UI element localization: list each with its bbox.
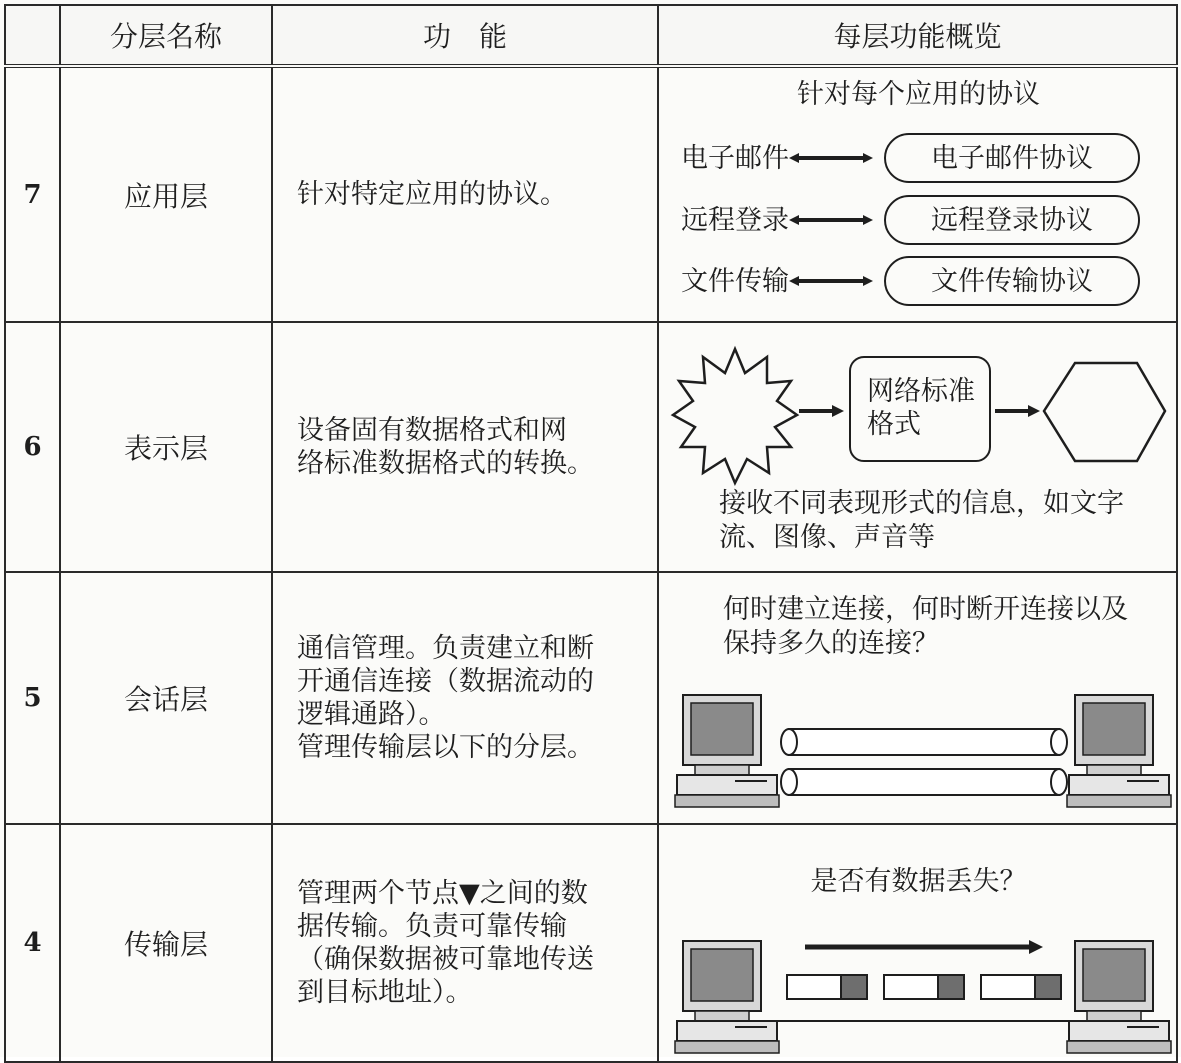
function-line: 据传输。负责可靠传输 (297, 911, 567, 942)
layer-number: 4 (5, 824, 60, 1062)
overview-title: 针对每个应用的协议 (797, 79, 1040, 110)
layer-number: 5 (5, 572, 60, 824)
session-diagram (659, 573, 1178, 823)
function-line: 络标准数据格式的转换。 (297, 448, 594, 479)
app-label: 文件传输 (681, 266, 789, 297)
table-row-layer-4 (5, 824, 1177, 1062)
function-line: 针对特定应用的协议。 (297, 179, 567, 210)
function-line: 到目标地址）。 (297, 977, 473, 1008)
layer-number: 6 (5, 322, 60, 572)
table-row-layer-6 (5, 322, 1177, 572)
function-line: 设备固有数据格式和网 (297, 415, 567, 446)
connection-pipe-icon (781, 729, 1067, 755)
osi-layers-table (4, 4, 1178, 1063)
layer-overview-session (658, 572, 1177, 824)
layer-function (272, 66, 658, 322)
protocol-label: 电子邮件协议 (931, 143, 1093, 174)
protocol-label: 文件传输协议 (931, 266, 1093, 297)
header-number-cell (5, 5, 60, 66)
function-line: （确保数据被可靠地传送 (297, 944, 594, 975)
computer-icon (675, 695, 779, 807)
header-overview: 每层功能概览 (658, 5, 1177, 66)
layer-name: 应用层 (60, 66, 272, 322)
app-label: 电子邮件 (681, 143, 789, 174)
hexagon-icon (1044, 363, 1165, 461)
header-function: 功 能 (272, 5, 658, 66)
layer-overview-application (658, 66, 1177, 322)
data-segment-icon (981, 975, 1061, 999)
session-caption: 保持多久的连接？ (723, 628, 939, 659)
layer-overview-transport (658, 824, 1177, 1062)
computer-icon (1067, 695, 1171, 807)
function-line: 管理传输层以下的分层。 (297, 732, 594, 763)
header-layer-name: 分层名称 (60, 5, 272, 66)
starburst-icon (673, 349, 797, 483)
standard-format-label: 格式 (867, 409, 921, 440)
layer-name: 传输层 (60, 824, 272, 1062)
layer-function (272, 572, 658, 824)
table-row-layer-5 (5, 572, 1177, 824)
layer-function (272, 824, 658, 1062)
transport-diagram (659, 825, 1178, 1061)
function-line: 管理两个节点▼之间的数 (297, 878, 588, 909)
layer-name: 表示层 (60, 322, 272, 572)
computer-icon (675, 941, 779, 1053)
connection-pipe-icon (781, 769, 1067, 795)
table-header-row (5, 5, 1177, 66)
function-line: 逻辑通路）。 (297, 699, 446, 730)
layer-name: 会话层 (60, 572, 272, 824)
data-segment-icon (884, 975, 964, 999)
app-label: 远程登录 (681, 205, 789, 236)
function-line: 通信管理。负责建立和断 (297, 633, 594, 664)
session-caption: 何时建立连接，何时断开连接以及 (723, 594, 1128, 625)
layer-number: 7 (5, 66, 60, 322)
table-row-layer-7 (5, 66, 1177, 322)
presentation-caption: 接收不同表现形式的信息，如文字 (719, 488, 1124, 519)
function-line: 开通信连接（数据流动的 (297, 666, 594, 697)
presentation-caption: 流、图像、声音等 (719, 522, 935, 553)
data-segment-icon (787, 975, 867, 999)
protocol-label: 远程登录协议 (931, 205, 1093, 236)
standard-format-label: 网络标准 (867, 376, 975, 407)
computer-icon (1067, 941, 1171, 1053)
transport-caption: 是否有数据丢失？ (810, 866, 1027, 897)
layer-function (272, 322, 658, 572)
layer-overview-presentation (658, 322, 1177, 572)
